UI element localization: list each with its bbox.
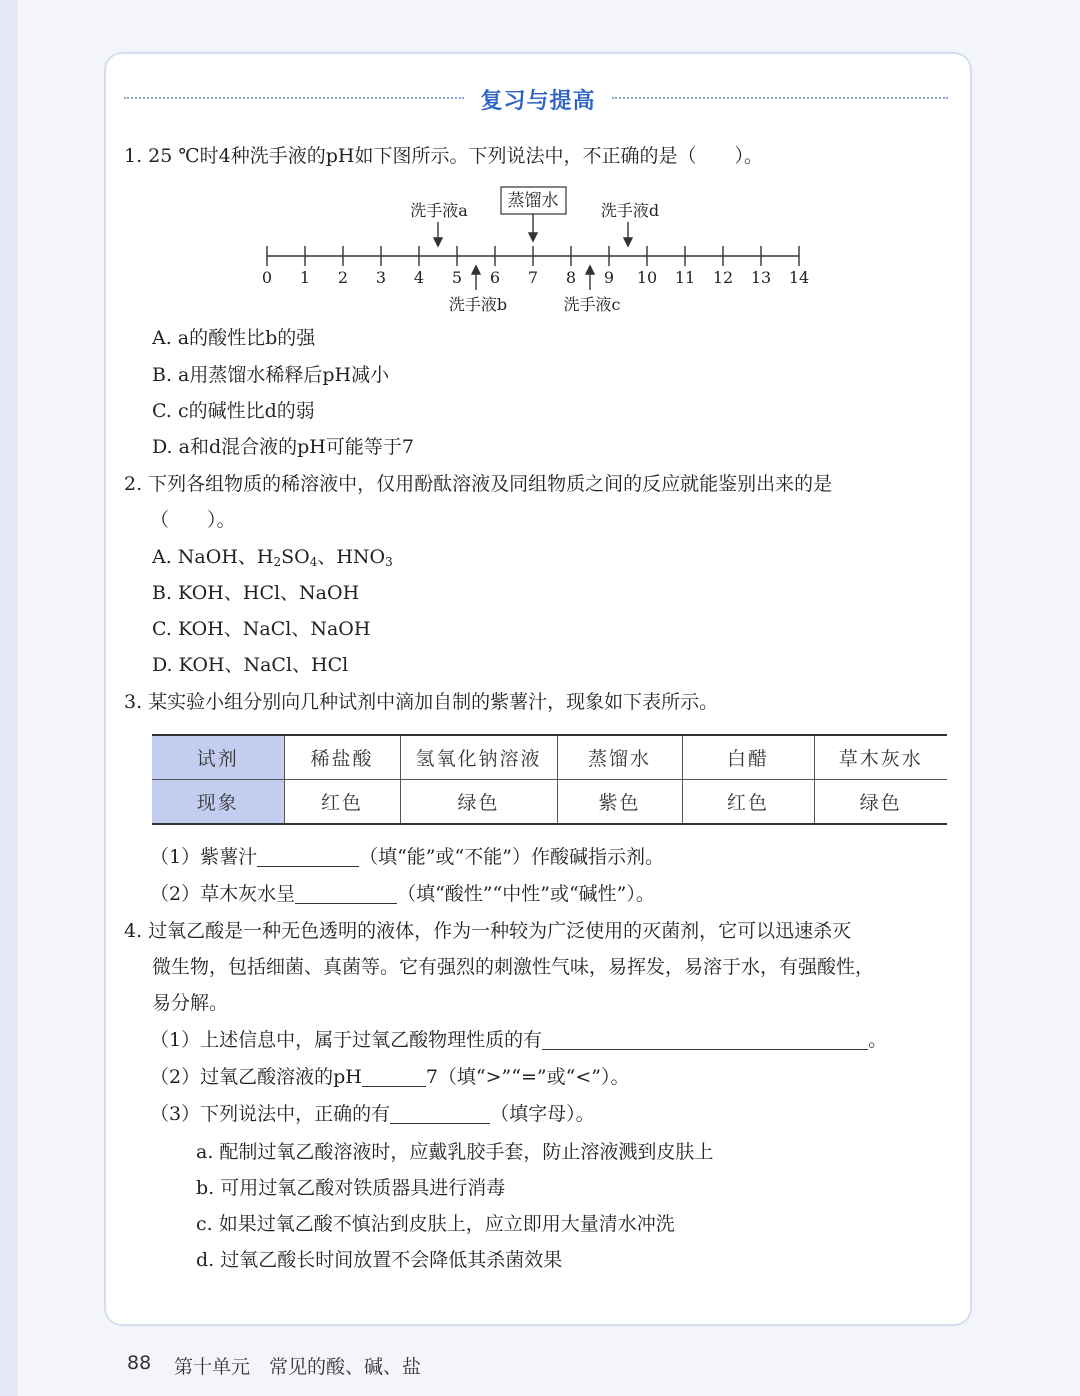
ph-tick-label: 2 [337, 268, 349, 287]
marker-label-a: 洗手液a [410, 201, 468, 220]
table-header-cell: 试剂 [152, 735, 284, 780]
answer-blank[interactable] [542, 1031, 868, 1050]
ph-tick-label: 13 [750, 268, 772, 287]
q1-option-d: D. a和d混合液的pH可能等于7 [152, 436, 414, 458]
table-cell: 绿色 [400, 780, 557, 825]
arrow-d-head [624, 238, 632, 246]
arrow-b-head [472, 266, 480, 274]
q4-part2: （2）过氧乙酸溶液的pH 7（填“>”“=”或“<”）。 [150, 1066, 630, 1088]
ph-tick-label: 4 [413, 268, 425, 287]
q4-item-b: b. 可用过氧乙酸对铁质器具进行消毒 [196, 1177, 506, 1199]
table-cell: 氢氧化钠溶液 [400, 735, 557, 780]
answer-blank[interactable] [257, 848, 359, 867]
ph-tick-label: 10 [636, 268, 658, 287]
answer-blank[interactable] [362, 1068, 426, 1087]
q2-option-d: D. KOH、NaCl、HCl [152, 654, 349, 676]
table-header-cell: 现象 [152, 780, 284, 825]
page-number: 88 [127, 1352, 152, 1374]
ph-tick-label: 3 [375, 268, 387, 287]
answer-blank[interactable] [390, 1105, 490, 1124]
table-row [152, 780, 947, 825]
q4-part1: （1）上述信息中，属于过氧乙酸物理性质的有 。 [150, 1029, 888, 1051]
q4-item-d: d. 过氧乙酸长时间放置不会降低其杀菌效果 [196, 1249, 563, 1271]
ph-tick-label: 9 [603, 268, 615, 287]
q2-option-c: C. KOH、NaCl、NaOH [152, 618, 371, 640]
arrow-water-head [529, 233, 537, 241]
table-cell: 红色 [682, 780, 814, 825]
marker-label-water: 蒸馏水 [507, 191, 559, 211]
ph-tick-label: 14 [788, 268, 810, 287]
indicator-table [152, 734, 947, 825]
table-cell: 紫色 [557, 780, 682, 825]
marker-label-d: 洗手液d [600, 201, 660, 220]
marker-label-b: 洗手液b [448, 295, 508, 314]
marker-label-c: 洗手液c [563, 295, 621, 314]
answer-blank[interactable] [295, 885, 397, 904]
q4-stem-line1: 4. 过氧乙酸是一种无色透明的液体，作为一种较为广泛使用的灭菌剂，它可以迅速杀灭 [124, 920, 852, 942]
q4-stem-line3: 易分解。 [152, 992, 229, 1014]
ph-tick-label: 0 [261, 268, 273, 287]
table-cell: 蒸馏水 [557, 735, 682, 780]
ph-tick-label: 5 [451, 268, 463, 287]
q3-part1: （1）紫薯汁 （填“能”或“不能”）作酸碱指示剂。 [150, 846, 664, 868]
q1-option-c: C. c的碱性比d的弱 [152, 400, 315, 422]
section-title: 复习与提高 [480, 89, 596, 114]
ph-tick-label: 7 [527, 268, 539, 287]
ph-scale-diagram [0, 0, 1080, 330]
arrow-a-head [434, 238, 442, 246]
q2-option-b: B. KOH、HCl、NaOH [152, 582, 360, 604]
ph-tick-label: 1 [299, 268, 311, 287]
q2-stem-bracket: （ ）。 [150, 509, 236, 531]
ph-tick-label: 11 [674, 268, 696, 287]
table-row [152, 735, 947, 780]
ph-tick-label: 8 [565, 268, 577, 287]
q4-item-c: c. 如果过氧乙酸不慎沾到皮肤上，应立即用大量清水冲洗 [196, 1213, 675, 1235]
table-cell: 草木灰水 [814, 735, 947, 780]
arrow-c-head [586, 266, 594, 274]
q1-option-a: A. a的酸性比b的强 [152, 327, 316, 349]
table-cell: 红色 [284, 780, 400, 825]
q2-stem: 2. 下列各组物质的稀溶液中，仅用酚酞溶液及同组物质之间的反应就能鉴别出来的是 [124, 473, 833, 495]
q1-option-b: B. a用蒸馏水稀释后pH减小 [152, 364, 390, 386]
ph-tick-label: 6 [489, 268, 501, 287]
q4-part3: （3）下列说法中，正确的有 （填字母）。 [150, 1103, 595, 1125]
ph-axis [267, 246, 799, 266]
ph-tick-label: 12 [712, 268, 734, 287]
q3-stem: 3. 某实验小组分别向几种试剂中滴加自制的紫薯汁，现象如下表所示。 [124, 691, 719, 713]
q4-item-a: a. 配制过氧乙酸溶液时，应戴乳胶手套，防止溶液溅到皮肤上 [196, 1141, 714, 1163]
table-cell: 绿色 [814, 780, 947, 825]
table-cell: 稀盐酸 [284, 735, 400, 780]
table-cell: 白醋 [682, 735, 814, 780]
q4-stem-line2: 微生物，包括细菌、真菌等。它有强烈的刺激性气味，易挥发，易溶于水，有强酸性， [152, 956, 875, 978]
q1-stem: 1. 25 ℃时4种洗手液的pH如下图所示。下列说法中，不正确的是（ ）。 [124, 145, 763, 167]
unit-title: 第十单元 常见的酸、碱、盐 [174, 1356, 422, 1378]
q2-option-a: A. NaOH、$H_2SO_4$、$HNO_3$ [152, 546, 393, 569]
q3-part2: （2）草木灰水呈 （填“酸性”“中性”或“碱性”）。 [150, 883, 655, 905]
